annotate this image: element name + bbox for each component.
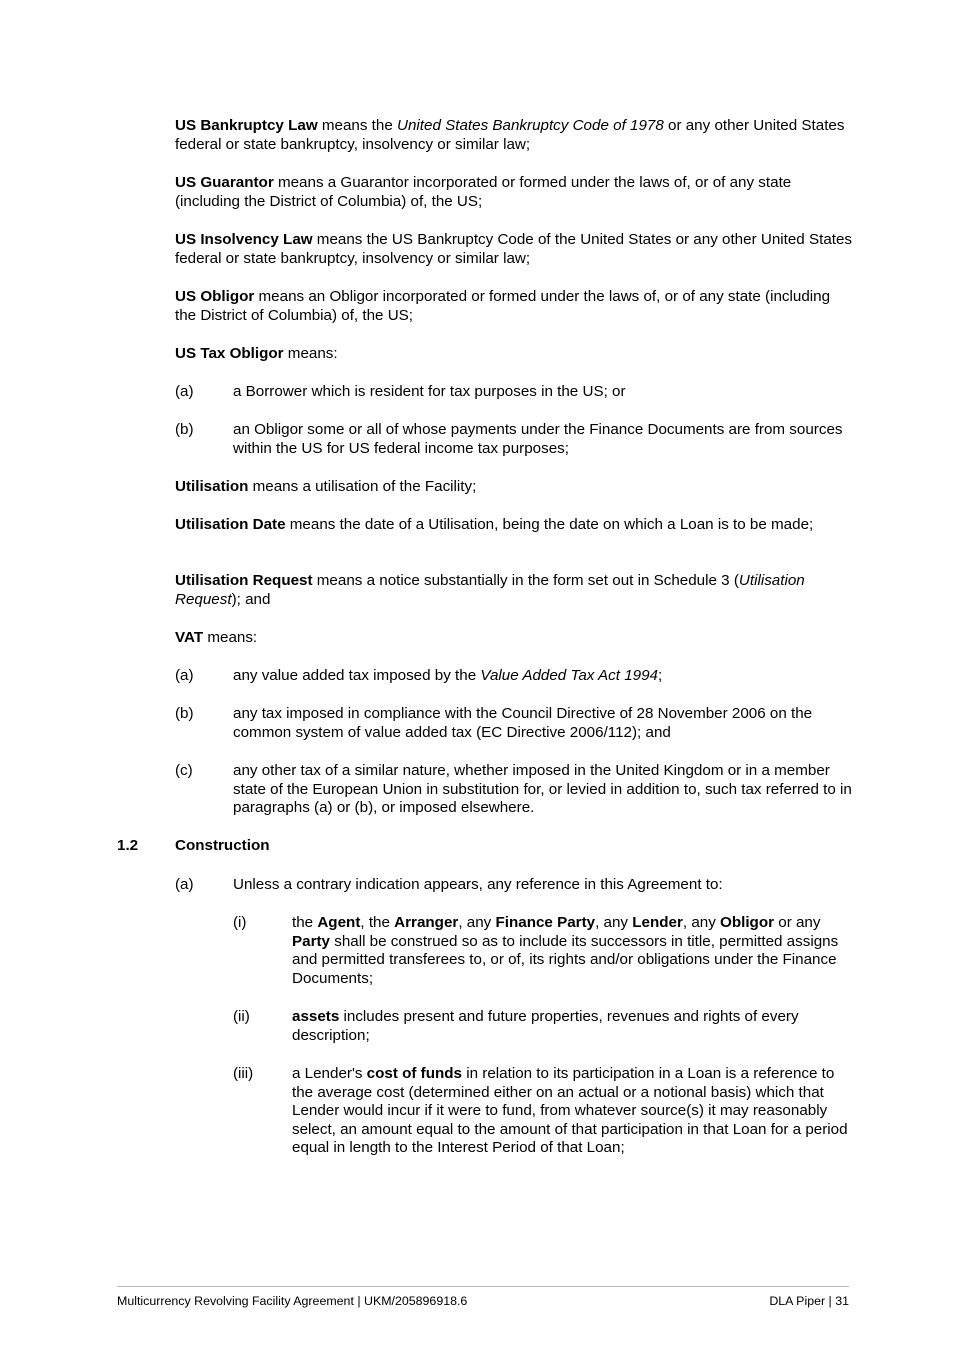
item-label: (b) [175,421,194,438]
defined-term: US Guarantor [175,174,274,191]
item-text: assets includes present and future properties, revenues and rights of every description; [292,1008,799,1044]
item-label: (i) [233,914,247,931]
defined-term: US Obligor [175,288,255,305]
definition-us-guarantor: US Guarantor means a Guarantor incorporated or formed under the laws of, or of any state (including the District of Columbia) of, the US; [175,174,792,210]
definition-us-tax-obligor: US Tax Obligor means: [175,345,338,362]
item-text: a Lender's cost of funds in relation to its participation in a Loan is a reference to the average cost (determined either on an actual or a notional basis) which that Lender would incur if it were to fund, from whatever source(s) it may reasonably select, an amount equal to the amount of that participation in that Loan for a period equal in length to the Interest Period of that Loan; [292,1065,848,1157]
item-label: (c) [175,762,193,779]
item-text: a Borrower which is resident for tax purposes in the US; or [233,383,626,400]
defined-term: US Insolvency Law [175,231,313,248]
definition-us-obligor: US Obligor means an Obligor incorporated or formed under the laws of, or of any state (including the District of Columbia) of, the US; [175,288,831,324]
defined-term: VAT [175,629,204,646]
item-text: Unless a contrary indication appears, any reference in this Agreement to: [233,876,723,893]
item-label: (ii) [233,1008,250,1025]
defined-term: US Bankruptcy Law [175,117,318,134]
section-title: Construction [175,837,270,854]
definition-utilisation-request: Utilisation Request means a notice substantially in the form set out in Schedule 3 (Utilisation Request); and [175,572,805,608]
item-label: (b) [175,705,194,722]
item-text: any tax imposed in compliance with the Council Directive of 28 November 2006 on the common system of value added tax (EC Directive 2006/112); and [233,705,813,741]
item-text: any value added tax imposed by the Value Added Tax Act 1994; [233,667,663,684]
footer-page-number: DLA Piper | 31 [769,1294,849,1308]
defined-term: Utilisation [175,478,249,495]
item-text: any other tax of a similar nature, whether imposed in the United Kingdom or in a member state of the European Union in substitution for, or levied in addition to, such tax referred to in paragraphs (a) or (b), or imposed elsewhere. [233,762,852,817]
definition-us-insolvency-law: US Insolvency Law means the US Bankruptcy Code of the United States or any other United States federal or state bankruptcy, insolvency or similar law; [175,231,853,267]
item-label: (a) [175,667,194,684]
defined-term: US Tax Obligor [175,345,284,362]
item-label: (iii) [233,1065,254,1082]
defined-term: Utilisation Date [175,516,286,533]
definition-us-bankruptcy-law: US Bankruptcy Law means the United States Bankruptcy Code of 1978 or any other United States federal or state bankruptcy, insolvency or similar law; [175,117,845,153]
footer-document-reference: Multicurrency Revolving Facility Agreement | UKM/205896918.6 [117,1294,468,1308]
item-text: an Obligor some or all of whose payments under the Finance Documents are from sources within the US for US federal income tax purposes; [233,421,843,457]
section-number: 1.2 [117,837,139,854]
defined-term: Utilisation Request [175,572,313,589]
item-label: (a) [175,383,194,400]
item-text: the Agent, the Arranger, any Finance Party, any Lender, any Obligor or any Party shall be construed so as to include its successors in title, permitted assigns and permitted transferees to, or of, its rights and/or obligations under the Finance Documents; [292,914,839,987]
definition-vat: VAT means: [175,629,258,646]
item-label: (a) [175,876,194,893]
definition-utilisation-date: Utilisation Date means the date of a Utilisation, being the date on which a Loan is to be made; [175,516,814,533]
definition-utilisation: Utilisation means a utilisation of the Facility; [175,478,477,495]
footer-divider [117,1286,849,1287]
